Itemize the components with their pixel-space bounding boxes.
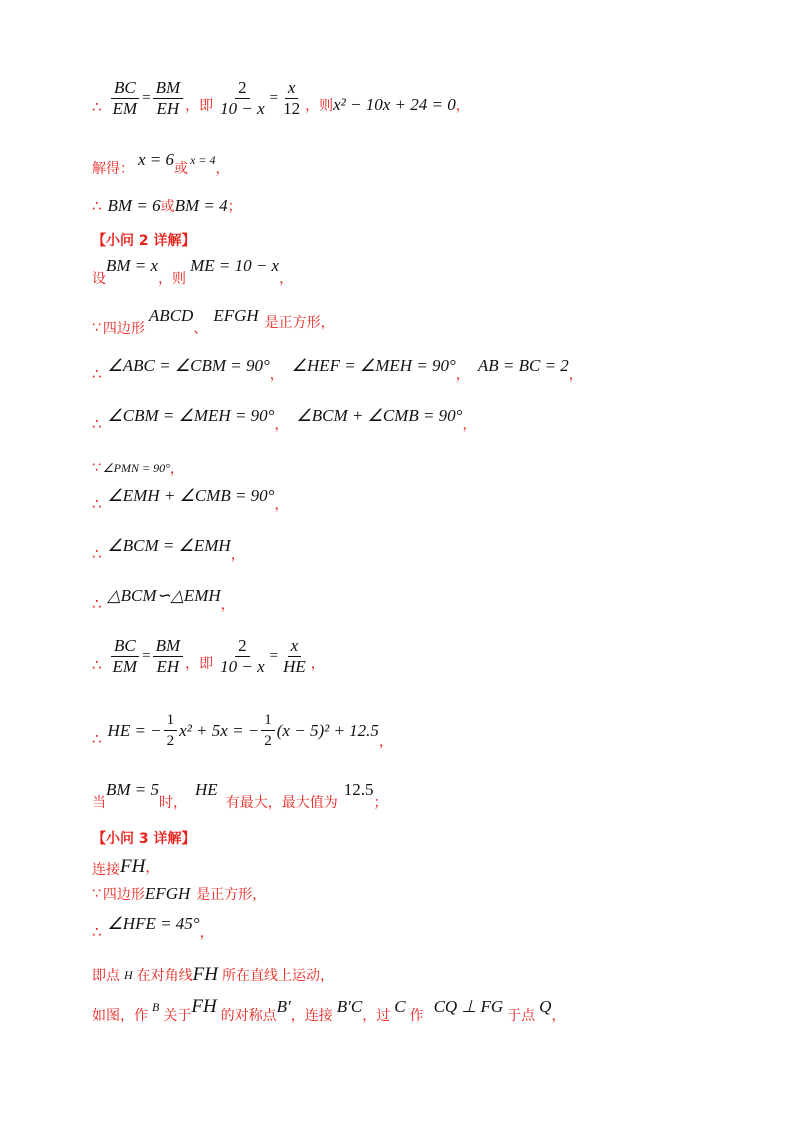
fraction: $\frac{1}{2}$ — [164, 710, 178, 751]
section-heading-2: 【小问 2 详解】 — [92, 233, 196, 249]
line-connect-fh: 连接 FH ， — [92, 856, 160, 878]
line-bcm-emh: ∴ ∠BCM = ∠EMH ， — [92, 536, 245, 563]
line-bm-values: ∴ BM = 6 或 BM = 4 ； — [92, 196, 242, 215]
line-point-h-moves: 即点 H 在对角线 FH 所在直线上运动， — [92, 964, 334, 985]
fraction: $\frac{BM}{EH}$ — [153, 78, 184, 119]
line-he-quadratic: ∴ HE = − $\frac{1}{2}$ x² + 5x = − $\frac{1}{2}$ (x − 5)² + 12.5 ， — [92, 712, 393, 750]
line-squares: ∵ 四边形 ABCD 、 EFGH 是正方形， — [92, 306, 335, 337]
line-right-angles-1: ∴ ∠ABC = ∠CBM = 90° ， ∠HEF = ∠MEH = 90° ， AB = BC = 2 ， — [92, 356, 583, 383]
line-emh-cmb: ∴ ∠EMH + ∠CMB = 90° ， — [92, 486, 289, 513]
line-ratio-1: ∴ $\frac{BC}{EM}$ = $\frac{BM}{EH}$ ，即 $\frac{2}{10 - x}$ = $\frac{x}{12}$ ，则 x² − 10x + 24 = 0 ， — [92, 78, 470, 118]
line-ratio-2: ∴ $\frac{BC}{EM}$ = $\frac{BM}{EH}$ ，即 $\frac{2}{10 - x}$ = $\frac{x}{HE}$ ， — [92, 636, 325, 676]
fraction: $\frac{BM}{EH}$ — [153, 636, 184, 677]
fraction: $\frac{1}{2}$ — [261, 710, 275, 751]
fraction: $\frac{BC}{EM}$ — [112, 636, 138, 676]
fraction: $\frac{2}{10 - x}$ — [220, 636, 265, 676]
line-hfe-angle: ∴ ∠HFE = 45° ， — [92, 914, 214, 941]
line-solutions: 解得： x = 6 或 x = 4 ， — [92, 150, 230, 177]
fraction: $\frac{2}{10 - x}$ — [220, 78, 265, 118]
line-let-bm: 设 BM = x ，则 ME = 10 − x ， — [92, 256, 294, 287]
line-right-angles-2: ∴ ∠CBM = ∠MEH = 90° ， ∠BCM + ∠CMB = 90° ， — [92, 406, 477, 433]
therefore-symbol: ∴ — [92, 97, 102, 116]
line-similar-triangles: ∴ △BCM∽△EMH ， — [92, 586, 235, 613]
fraction: $\frac{x}{HE}$ — [283, 636, 306, 676]
line-square-efgh: ∵ 四边形 EFGH 是正方形， — [92, 884, 267, 903]
fraction: $\frac{BC}{EM}$ — [112, 78, 138, 118]
section-heading-3: 【小问 3 详解】 — [92, 831, 196, 847]
line-pmn: ∵ ∠PMN = 90° ， — [92, 460, 184, 477]
line-maximum: 当 BM = 5 时， HE 有最大，最大值为 12.5 ； — [92, 780, 388, 811]
line-construction: 如图，作 B 关于 FH 的对称点 B′ ，连接 B′C ，过 C 作 CQ ⊥ FG 于点 Q ， — [92, 996, 566, 1024]
fraction: $\frac{x}{12}$ — [283, 78, 301, 118]
